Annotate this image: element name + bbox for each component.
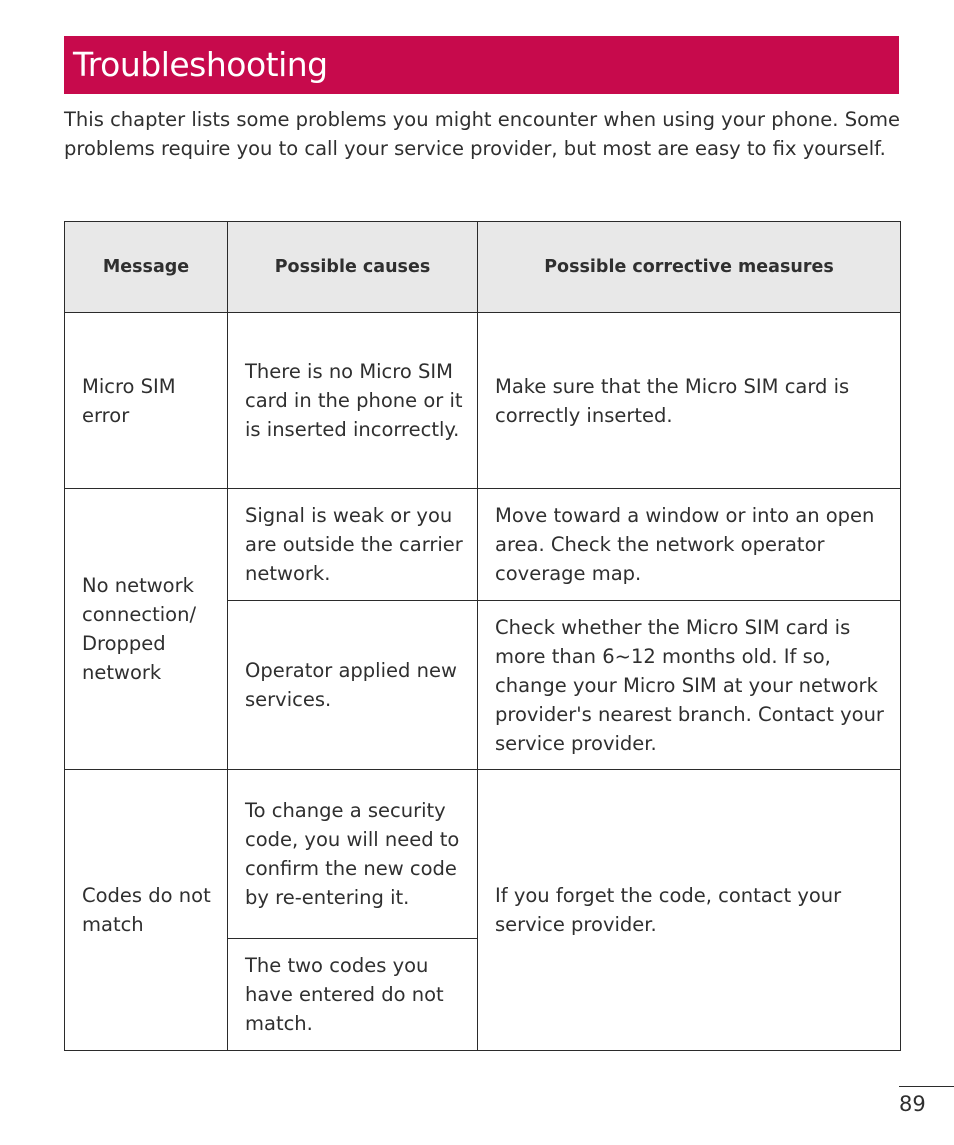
header-possible-causes: Possible causes: [228, 222, 478, 313]
header-message: Message: [65, 222, 228, 313]
measure-cell: Make sure that the Micro SIM card is correctly inserted.: [478, 313, 901, 489]
page-number-rule: [899, 1086, 954, 1087]
cause-cell: Signal is weak or you are outside the carrier network.: [228, 489, 478, 601]
header-corrective-measures: Possible corrective measures: [478, 222, 901, 313]
cause-cell: Operator applied new services.: [228, 601, 478, 770]
cause-cell: The two codes you have entered do not match.: [228, 939, 478, 1051]
message-cell: Micro SIM error: [65, 313, 228, 489]
message-cell: No network connection/ Dropped network: [65, 489, 228, 770]
table-row: [65, 313, 901, 489]
page-title: Troubleshooting: [73, 45, 328, 84]
troubleshooting-table: [64, 221, 901, 1051]
intro-paragraph: This chapter lists some problems you might encounter when using your phone. Some problems require you to call your service provider, but most are easy to fix yourself.: [64, 108, 900, 160]
measure-cell: Check whether the Micro SIM card is more than 6~12 months old. If so, change your Micro SIM at your network provider's nearest branch. Contact your service provider.: [478, 601, 901, 770]
message-cell: Codes do not match: [65, 770, 228, 1051]
measure-cell: If you forget the code, contact your service provider.: [478, 770, 901, 1051]
page-number: 89: [899, 1092, 926, 1116]
title-bar: [64, 36, 899, 94]
table-row: [65, 489, 901, 601]
cause-cell: To change a security code, you will need to confirm the new code by re-entering it.: [228, 770, 478, 939]
cause-cell: There is no Micro SIM card in the phone or it is inserted incorrectly.: [228, 313, 478, 489]
measure-cell: Move toward a window or into an open area. Check the network operator coverage map.: [478, 489, 901, 601]
table-header-row: [65, 222, 901, 313]
table-row: [65, 770, 901, 939]
